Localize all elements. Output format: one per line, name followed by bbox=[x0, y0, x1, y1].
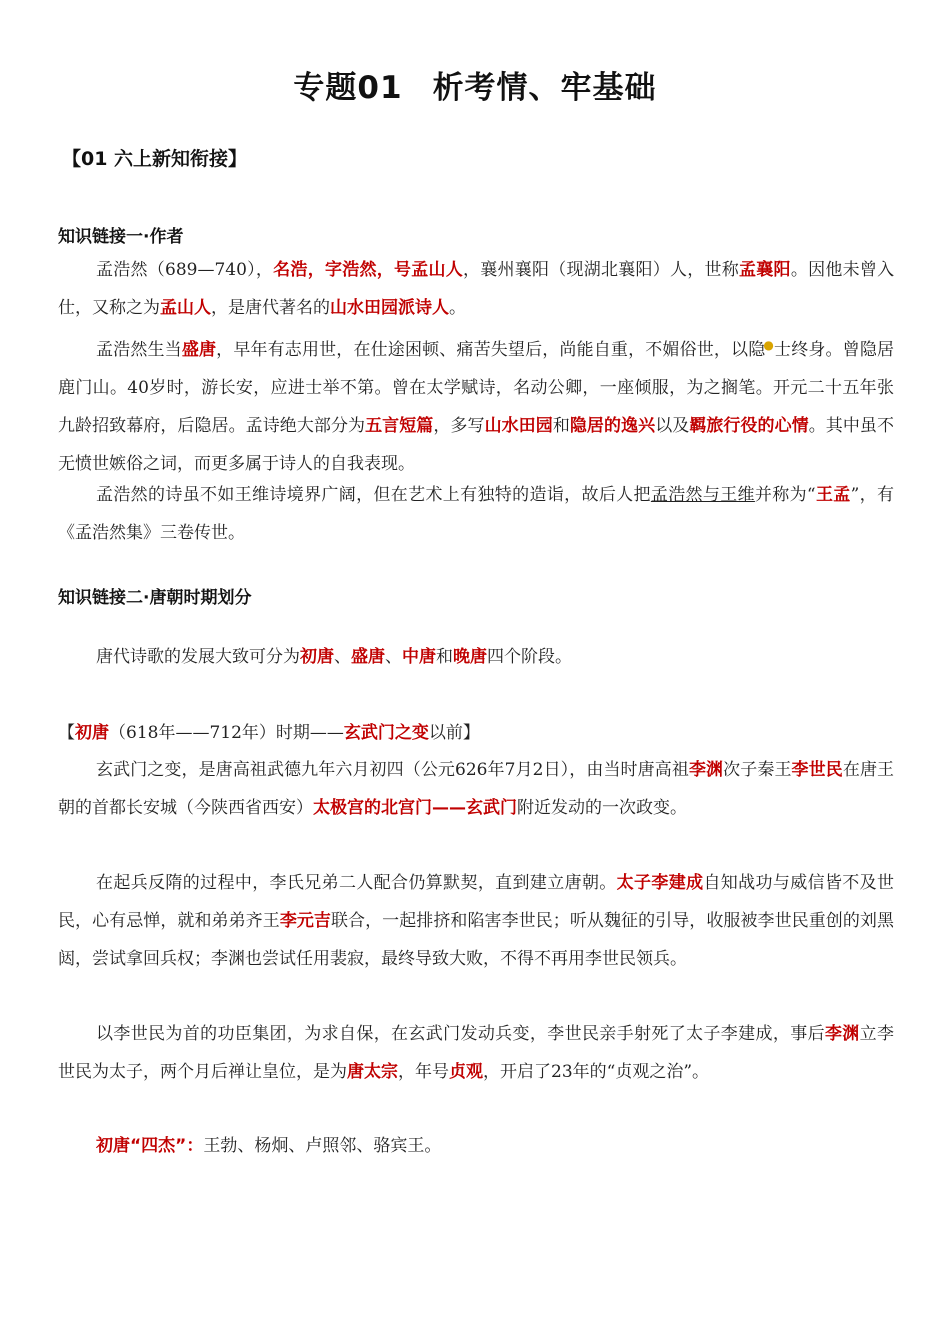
link2-heading: 知识链接二·唐朝时期划分 bbox=[58, 588, 252, 608]
link2-paragraph-1: 唐代诗歌的发展大致可分为初唐、盛唐、中唐和晚唐四个阶段。 bbox=[96, 647, 572, 667]
early-tang-paragraph-3: 以李世民为首的功臣集团，为求自保，在玄武门发动兵变，李世民亲手射死了太子李建成，事后李渊立李世民为太子，两个月后禅让皇位，是为唐太宗，年号贞观，开启了23年的“贞观之治”。 bbox=[58, 1024, 895, 1082]
link1-heading: 知识链接一·作者 bbox=[58, 227, 184, 247]
title-main: 专题01 bbox=[293, 70, 403, 106]
early-tang-four-talents: 初唐“四杰”：王勃、杨炯、卢照邻、骆宾王。 bbox=[96, 1136, 442, 1156]
early-tang-paragraph-1: 玄武门之变，是唐高祖武德九年六月初四（公元626年7月2日），由当时唐高祖李渊次子秦王李世民在唐王朝的首都长安城（今陕西省西安）太极宫的北宫门——玄武门附近发动的一次政变。 bbox=[58, 760, 895, 818]
link1-paragraph-2: 孟浩然生当盛唐，早年有志用世，在仕途困顿、痛苦失望后，尚能自重，不媚俗世，以隐●士终身。曾隐居鹿门山。40岁时，游长安，应进士举不第。曾在太学赋诗，名动公卿，一座倾服，为之搁笔。开元二十五年张九龄招致幕府，后隐居。孟诗绝大部分为五言短篇，多写山水田园和隐居的逸兴以及羁旅行役的心情。其中虽不无愤世嫉俗之词，而更多属于诗人的自我表现。 bbox=[58, 338, 895, 474]
link1-paragraph-3: 孟浩然的诗虽不如王维诗境界广阔，但在艺术上有独特的造诣，故后人把孟浩然与王维并称为“王孟”，有《孟浩然集》三卷传世。 bbox=[58, 485, 895, 543]
marker-dot: ● bbox=[763, 338, 775, 352]
link1-paragraph-1: 孟浩然（689—740），名浩，字浩然，号孟山人，襄州襄阳（现湖北襄阳）人，世称孟襄阳。因他未曾入仕，又称之为孟山人，是唐代著名的山水田园派诗人。 bbox=[58, 260, 895, 318]
section-heading: 【01 六上新知衔接】 bbox=[62, 148, 248, 170]
page-title bbox=[0, 62, 950, 107]
early-tang-paragraph-2: 在起兵反隋的过程中，李氏兄弟二人配合仍算默契，直到建立唐朝。太子李建成自知战功与威信皆不及世民，心有忌惮，就和弟弟齐王李元吉联合，一起排挤和陷害李世民；听从魏征的引导，收服被李世民重创的刘黑闼，尝试拿回兵权；李渊也尝试任用裴寂，最终导致大败，不得不再用李世民领兵。 bbox=[58, 873, 895, 969]
early-tang-heading: 【初唐（618年——712年）时期——玄武门之变以前】 bbox=[58, 723, 480, 743]
title-sub: 析考情、牢基础 bbox=[432, 70, 657, 106]
